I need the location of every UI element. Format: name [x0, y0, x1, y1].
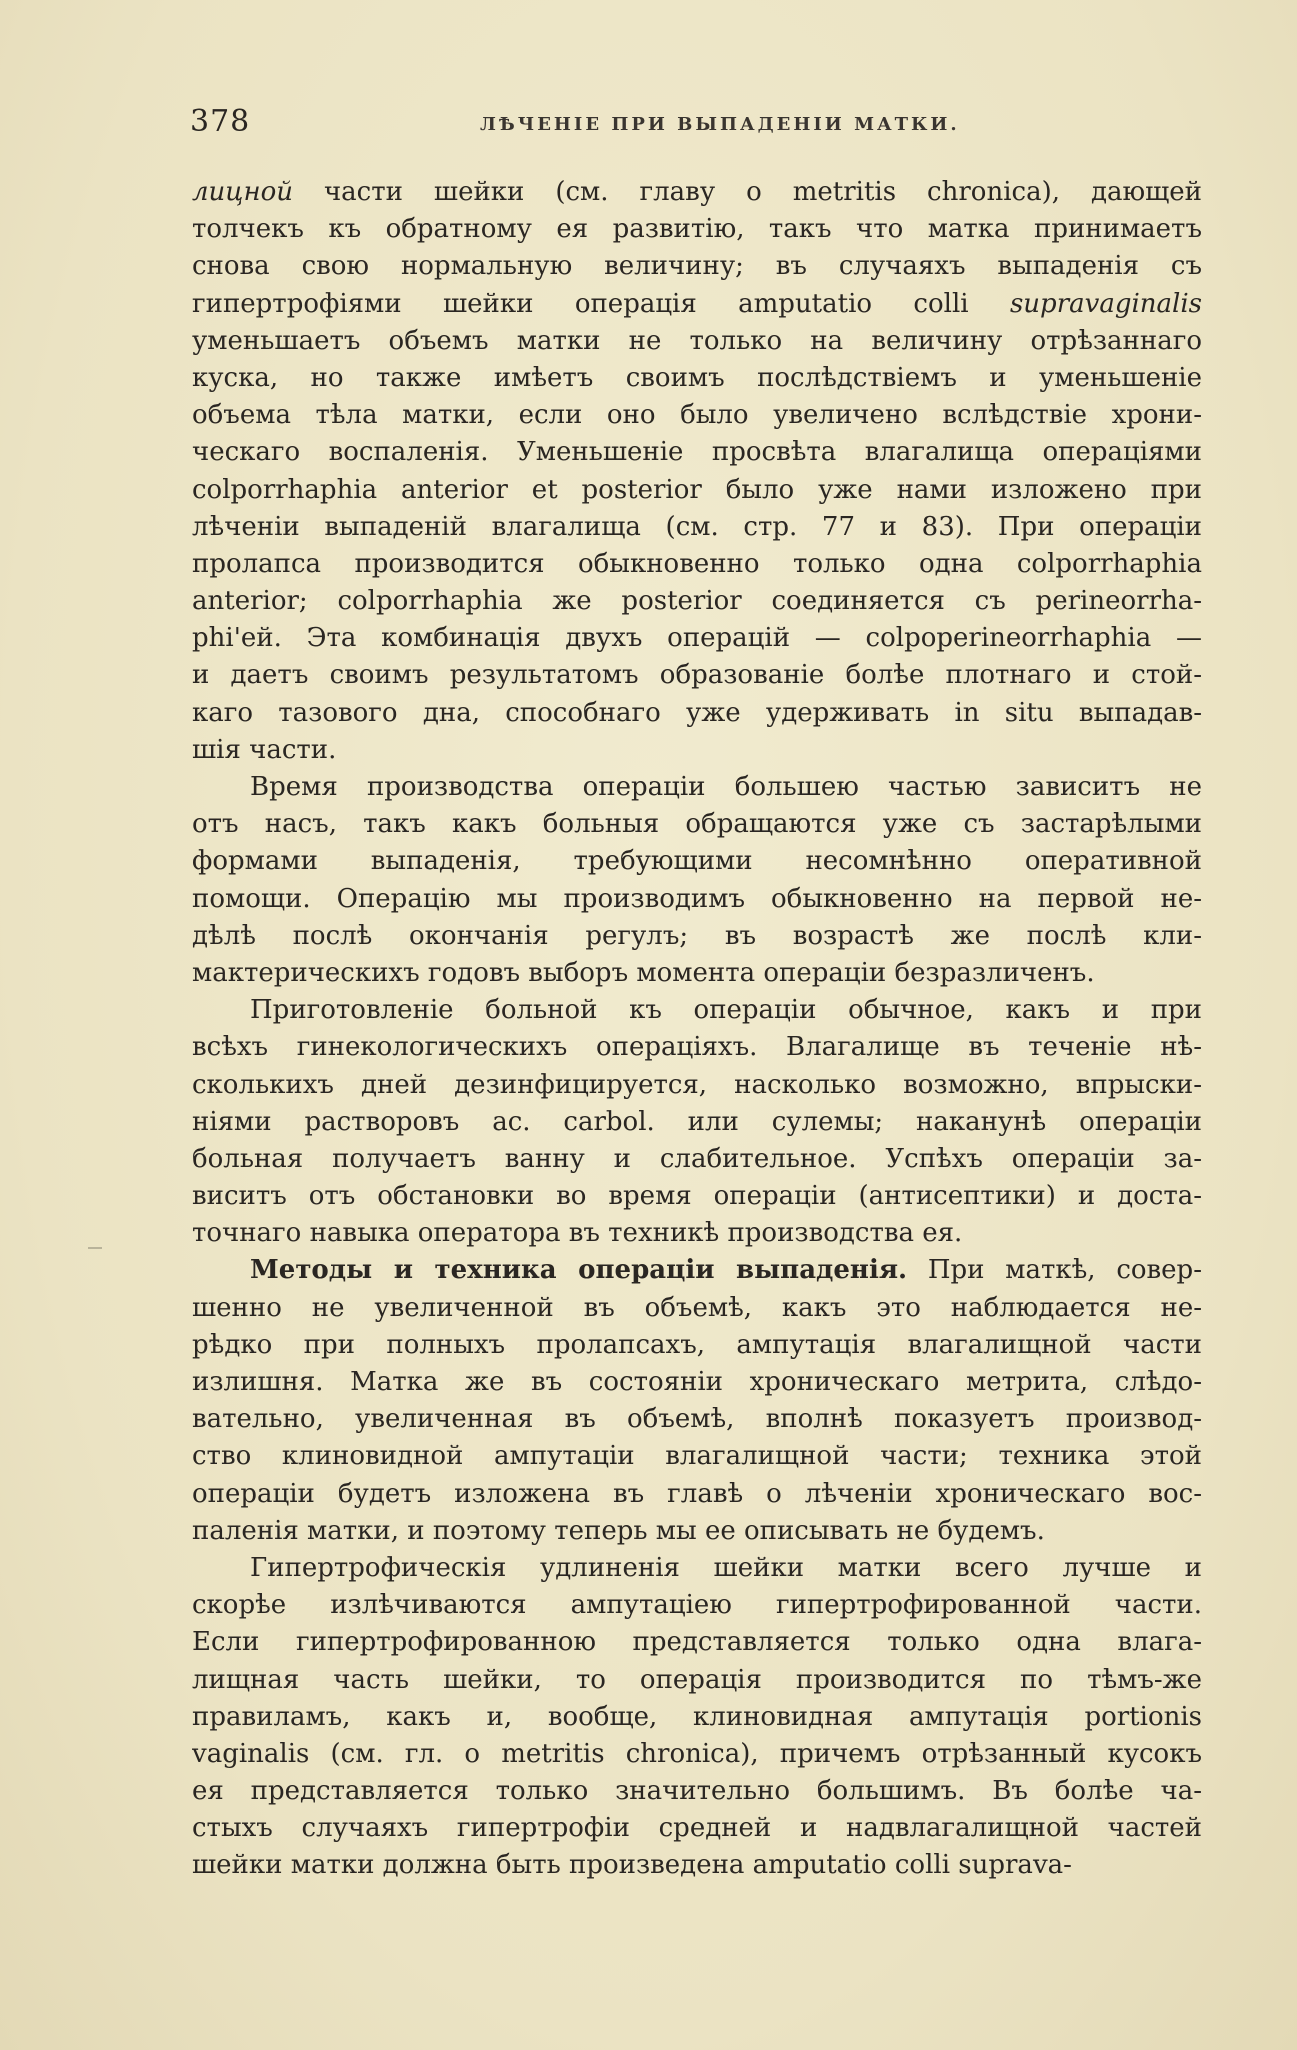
text-line — [192, 1290, 1202, 1327]
text-run: вательно, увеличенная въ объемѣ, вполнѣ показуетъ производ- — [192, 1404, 1202, 1435]
text-line — [192, 769, 1202, 806]
margin-mark — [88, 1247, 102, 1249]
text-line — [192, 248, 1202, 285]
text-line — [192, 657, 1202, 694]
text-run: каго тазового дна, способнаго уже удерживать in situ выпадав- — [192, 697, 1202, 728]
text-line — [192, 881, 1202, 918]
text-run: ческаго воспаленія. Уменьшеніе просвѣта влагалища операціями — [192, 437, 1202, 468]
text-run: ство клиновидной ампутаціи влагалищной части; техника этой — [192, 1441, 1202, 1472]
text-run: phi'ей. Эта комбинація двухъ операцій — colpoperineorrhaphia — — [192, 623, 1202, 654]
text-line — [192, 1662, 1202, 1699]
text-line — [192, 360, 1202, 397]
text-run: точнаго навыка оператора въ техникѣ производства ея. — [192, 1218, 963, 1249]
text-line — [192, 323, 1202, 360]
text-line — [192, 1810, 1202, 1847]
text-line — [192, 1476, 1202, 1513]
text-line — [192, 1773, 1202, 1810]
text-run: vaginalis (см. гл. о metritis chronica), причемъ отрѣзанный кусокъ — [192, 1738, 1202, 1769]
text-line — [192, 1327, 1202, 1364]
text-line — [192, 1029, 1202, 1066]
text-line — [192, 695, 1202, 732]
page-number: 378 — [190, 104, 251, 139]
text-run: и даетъ своимъ результатомъ образованіе болѣе плотнаго и стой- — [192, 660, 1202, 691]
text-line — [192, 472, 1202, 509]
text-run: При маткѣ, совер- — [907, 1255, 1202, 1286]
text-run: anterior; colporrhaphia же posterior соединяется съ perineorrha- — [192, 586, 1202, 617]
text-run: куска, но также имѣетъ своимъ послѣдствіемъ и уменьшеніе — [192, 362, 1202, 393]
text-line — [192, 434, 1202, 471]
text-run: сколькихъ дней дезинфицируется, насколько возможно, впрыски- — [192, 1069, 1202, 1100]
text-run: всѣхъ гинекологическихъ операціяхъ. Влагалище въ теченіе нѣ- — [192, 1032, 1202, 1063]
text-run: отъ насъ, такъ какъ больныя обращаются уже съ застарѣлыми — [192, 809, 1202, 840]
text-line — [192, 1364, 1202, 1401]
text-line — [192, 546, 1202, 583]
text-line — [192, 211, 1202, 248]
text-run: ніями растворовъ ac. carbol. или сулемы; наканунѣ операціи — [192, 1106, 1202, 1137]
text-run: операціи будетъ изложена въ главѣ о лѣченіи хроническаго вос- — [192, 1478, 1202, 1509]
text-run: лищная часть шейки, то операція производится по тѣмъ-же — [192, 1664, 1202, 1695]
text-run: скорѣе излѣчиваются ампутаціею гипертрофированной части. — [192, 1590, 1202, 1621]
text-run: стыхъ случаяхъ гипертрофіи средней и надвлагалищной частей — [192, 1813, 1202, 1844]
text-run: гипертрофіями шейки операція amputatio colli — [192, 288, 1010, 319]
text-line — [192, 1513, 1202, 1550]
italic-term: лицной — [192, 177, 293, 207]
text-run: объема тѣла матки, если оно было увеличено вслѣдствіе хрони- — [192, 400, 1202, 431]
text-run: мактерическихъ годовъ выборъ момента операціи безразличенъ. — [192, 957, 1095, 988]
page-header — [190, 104, 1190, 144]
text-run: шенно не увеличенной въ объемѣ, какъ это наблюдается не- — [192, 1292, 1202, 1323]
text-run: Гипертрофическія удлиненія шейки матки всего лучше и — [250, 1552, 1202, 1583]
text-line — [192, 174, 1202, 211]
text-run: уменьшаетъ объемъ матки не только на величину отрѣзаннаго — [192, 325, 1202, 356]
text-line — [192, 509, 1202, 546]
text-line — [192, 843, 1202, 880]
text-run: снова свою нормальную величину; въ случаяхъ выпаденія съ — [192, 251, 1202, 282]
text-run: Если гипертрофированною представляется только одна влага- — [192, 1627, 1202, 1658]
text-line — [192, 1699, 1202, 1736]
text-run: colporrhaphia anterior et posterior было уже нами изложено при — [192, 474, 1202, 505]
text-run: формами выпаденія, требующими несомнѣнно оперативной — [192, 846, 1202, 877]
text-line — [192, 620, 1202, 657]
text-line — [192, 1067, 1202, 1104]
text-line — [192, 732, 1202, 769]
section-heading: Методы и техника операціи выпаденія. — [250, 1255, 908, 1286]
text-run: Время производства операціи большею частью зависитъ не — [250, 772, 1202, 802]
italic-term: supravaginalis — [1009, 288, 1202, 319]
text-run: рѣдко при полныхъ пролапсахъ, ампутація влагалищной части — [192, 1329, 1202, 1360]
text-line — [192, 992, 1202, 1029]
text-line — [192, 1215, 1202, 1252]
text-run: части шейки (см. главу о metritis chronica), дающей — [292, 177, 1202, 207]
text-line — [192, 955, 1202, 992]
text-run: Приготовленіе больной къ операціи обычное, какъ и при — [250, 995, 1202, 1026]
text-line — [192, 1736, 1202, 1773]
body-text — [192, 174, 1202, 1885]
text-line — [192, 1550, 1202, 1587]
text-line — [192, 1587, 1202, 1624]
text-line — [192, 583, 1202, 620]
text-run: ея представляется только значительно большимъ. Въ болѣе ча- — [192, 1776, 1202, 1807]
text-line — [192, 1401, 1202, 1438]
text-line — [192, 806, 1202, 843]
text-run: толчекъ къ обратному ея развитію, такъ что матка принимаетъ — [192, 214, 1202, 245]
text-run: паленія матки, и поэтому теперь мы ее описывать не будемъ. — [192, 1515, 1045, 1546]
text-run: дѣлѣ послѣ окончанія регулъ; въ возрастѣ же послѣ кли- — [192, 920, 1202, 951]
text-line — [192, 1624, 1202, 1661]
text-line — [192, 1847, 1202, 1884]
text-run: шія части. — [192, 734, 337, 765]
running-head: ЛѢЧЕНІЕ ПРИ ВЫПАДЕНІИ МАТКИ. — [480, 114, 960, 135]
text-line — [192, 286, 1202, 323]
text-run: лѣченіи выпаденій влагалища (см. стр. 77 и 83). При операціи — [192, 511, 1202, 542]
text-line — [192, 1438, 1202, 1475]
text-run: излишня. Матка же въ состояніи хроническаго метрита, слѣдо- — [192, 1367, 1202, 1397]
text-run: виситъ отъ обстановки во время операціи (антисептики) и доста- — [192, 1181, 1202, 1212]
text-line — [192, 1178, 1202, 1215]
text-line — [192, 1141, 1202, 1178]
text-line — [192, 918, 1202, 955]
text-line — [192, 397, 1202, 434]
text-line — [192, 1104, 1202, 1141]
text-line — [192, 1252, 1202, 1289]
text-run: помощи. Операцію мы производимъ обыкновенно на первой не- — [192, 883, 1202, 914]
text-run: пролапса производится обыкновенно только одна colporrhaphia — [192, 548, 1202, 579]
text-run: больная получаетъ ванну и слабительное. Успѣхъ операціи за- — [192, 1143, 1202, 1174]
text-run: шейки матки должна быть произведена amputatio colli suprava- — [192, 1850, 1072, 1881]
text-run: правиламъ, какъ и, вообще, клиновидная ампутація portionis — [192, 1701, 1202, 1732]
